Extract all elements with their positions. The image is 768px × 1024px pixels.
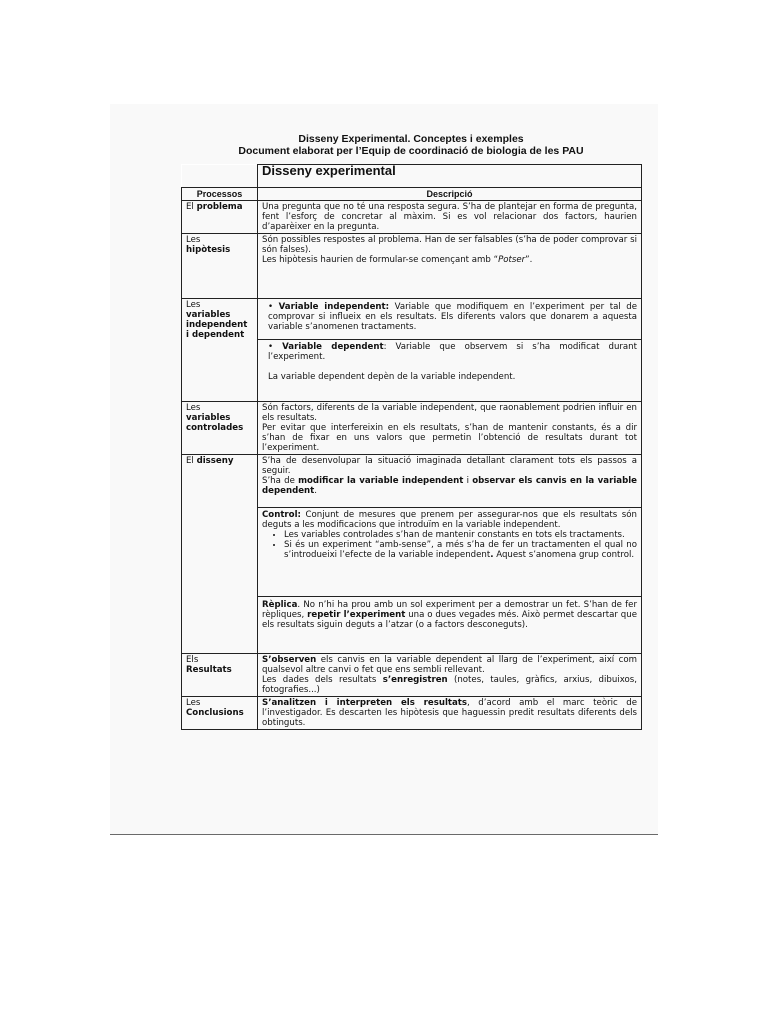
independent-variable-block: • Variable independent: Variable que modifiquem en l’experiment per tal de comprovar si influeix en els resultats. Els diferents valors que donarem a aquesta variable s’anomenen tractaments. <box>258 299 641 340</box>
replica-block: Rèplica. No n’hi ha prou amb un sol experiment per a demostrar un fet. S’han de fer rèpliques, repetir l’experiment una o dues vegades més. Això permet descartar que els resultats siguin deguts a l’atzar (o a factors desconeguts). <box>262 600 637 630</box>
list-item: • Si és un experiment “amb-sense”, a més s’ha de fer un tractamenten el qual no s’introdueixi l’efecte de la variable independent. Aquest s’anomena grup control. <box>284 540 637 560</box>
document-header <box>180 133 642 157</box>
process-hipotesis: Les hipòtesis <box>182 234 258 299</box>
table-row-conclusions <box>182 697 642 730</box>
disseny-steps-block: S’ha de desenvolupar la situació imaginada detallant clarament tots els passos a seguir. S’ha de modificar la variable independent i observar els canvis en la variable dependent. <box>258 455 641 508</box>
column-header-processos: Processos <box>182 188 258 201</box>
description-controlades: Són factors, diferents de la variable independent, que raonablement podrien influir en els resultats. Per evitar que interfereixin en els resultats, s’han de mantenir constants, és a dir s’han de fixar en uns valors que permetin l’obtenció de resultats durant tot l’experiment. <box>258 402 642 455</box>
process-conclusions: Les Conclusions <box>182 697 258 730</box>
table-row-hipotesis <box>182 234 642 299</box>
table-row-problema <box>182 201 642 234</box>
control-list <box>262 530 637 560</box>
experimental-design-table <box>181 164 642 730</box>
column-header-descripcio: Descripció <box>258 188 642 201</box>
process-controlades: Les variables controlades <box>182 402 258 455</box>
header-title: Disseny Experimental. Conceptes i exemples <box>298 133 524 145</box>
process-resultats: Els Resultats <box>182 654 258 697</box>
list-item: • Les variables controlades s’han de mantenir constants en tots els tractaments. <box>284 530 637 540</box>
table-row-controlades <box>182 402 642 455</box>
table-title-row <box>182 165 642 188</box>
table-row-variables <box>182 299 642 402</box>
dependent-variable-block: • Variable dependent: Variable que observem si s’ha modificat durant l’experiment. La variable dependent depèn de la variable independent. <box>268 342 638 382</box>
table-row-disseny <box>182 455 642 654</box>
table-title: Disseny experimental <box>258 165 642 188</box>
control-block: Control: Conjunt de mesures que prenem per assegurar-nos que els resultats són deguts a les modificacions que introduïm en la variable independent. • Les variables controlades s’han de mantenir constants en tots els tractaments. • Si és un experiment “amb-sense”, a més s’ha de fer un tractamenten el qual no s’introdueixi l’efecte de la variable independent. Aquest s’anomena grup control. <box>258 508 641 597</box>
description-resultats: S’observen els canvis en la variable dependent al llarg de l’experiment, així com qualsevol altre canvi o fet que ens sembli rellevant. Les dades dels resultats s’enregistren (notes, taules, gràfics, arxius, dibuixos, fotografies...) <box>258 654 642 697</box>
description-conclusions: S’analitzen i interpreten els resultats, d’acord amb el marc teòric de l’investigador. Es descarten les hipòtesis que haguessin predit resultats diferents dels obtinguts. <box>258 697 642 730</box>
process-disseny: El disseny <box>182 455 258 654</box>
process-variables: Les variables independent i dependent <box>182 299 258 402</box>
description-variables <box>258 299 642 402</box>
description-disseny <box>258 455 642 654</box>
table-row-resultats <box>182 654 642 697</box>
process-problema: El problema <box>182 201 258 234</box>
header-subtitle: Document elaborat per l’Equip de coordinació de biologia de les PAU <box>238 145 584 157</box>
table-header-row <box>182 188 642 201</box>
description-hipotesis: Són possibles respostes al problema. Han de ser falsables (s’ha de poder comprovar si són falses). Les hipòtesis haurien de formular-se començant amb “Potser”. <box>258 234 642 299</box>
page-bottom-divider <box>110 834 658 835</box>
description-problema: Una pregunta que no té una resposta segura. S’ha de plantejar en forma de pregunta, fent l’esforç de concretar al màxim. Si es vol relacionar dos factors, haurien d’aparèixer en la pregunta. <box>258 201 642 234</box>
